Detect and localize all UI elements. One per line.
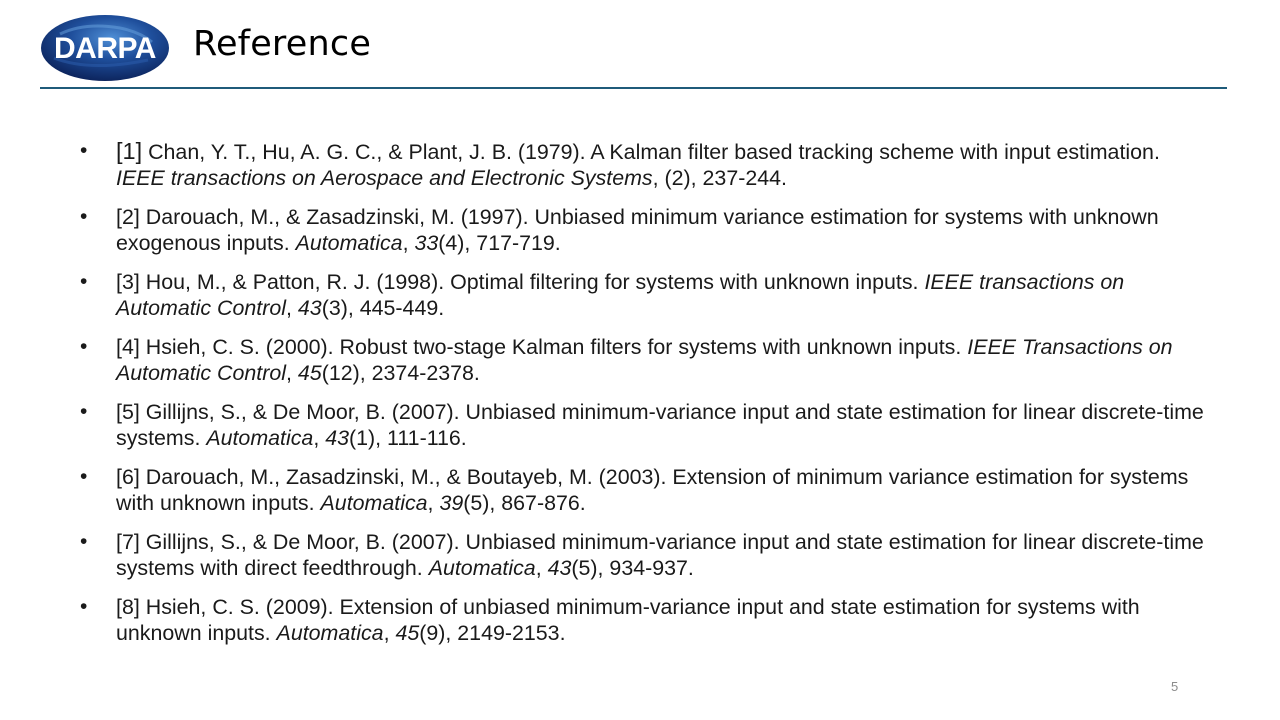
reference-volume: 43: [297, 296, 322, 320]
title-divider: [40, 87, 1227, 89]
reference-item: • [8] Hsieh, C. S. (2009). Extension of unbiased minimum-variance input and state estimation for systems with unknown inputs. Automatica, 45(9), 2149-2153.: [80, 595, 1140, 645]
bullet-icon: •: [80, 270, 88, 293]
reference-journal: IEEE transactions on Automatic Control: [116, 270, 1125, 320]
reference-pages: (12), 2374-2378.: [321, 361, 480, 385]
bullet-icon: •: [80, 530, 88, 553]
darpa-logo: [40, 14, 170, 82]
reference-pages: (3), 445-449.: [321, 296, 445, 320]
reference-number: [6]: [116, 465, 140, 489]
reference-list: [78, 138, 1208, 659]
reference-number: [3]: [116, 270, 140, 294]
reference-authors: Gillijns, S., & De Moor, B. (2007). Unbiased minimum-variance input and state estimation for linear discrete-time systems.: [116, 400, 1204, 450]
reference-volume: 45: [297, 361, 322, 385]
reference-journal: Automatica: [206, 426, 314, 450]
bullet-icon: •: [80, 335, 88, 358]
reference-authors: Hou, M., & Patton, R. J. (1998). Optimal filtering for systems with unknown inputs.: [139, 270, 925, 294]
reference-journal: Automatica: [428, 556, 536, 580]
reference-number: [2]: [116, 205, 140, 229]
reference-journal: Automatica: [320, 491, 428, 515]
reference-pages: (4), 717-719.: [438, 231, 561, 255]
reference-journal: IEEE transactions on Aerospace and Electronic Systems: [116, 166, 653, 190]
page-title: Reference: [193, 24, 372, 64]
reference-journal: IEEE Transactions on Automatic Control: [116, 335, 1173, 385]
reference-authors: Gillijns, S., & De Moor, B. (2007). Unbiased minimum-variance input and state estimation for linear discrete-time systems with direct feedthrough.: [116, 530, 1204, 580]
reference-item: • [3] Hou, M., & Patton, R. J. (1998). Optimal filtering for systems with unknown inputs. IEEE transactions on Automatic Control, 43(3), 445-449.: [80, 270, 1125, 320]
bullet-icon: •: [80, 205, 88, 228]
reference-authors: Darouach, M., & Zasadzinski, M. (1997). Unbiased minimum variance estimation for systems with unknown exogenous inputs.: [116, 205, 1159, 255]
bullet-icon: •: [80, 595, 88, 618]
reference-pages: (5), 867-876.: [463, 491, 586, 515]
bullet-icon: •: [80, 139, 88, 162]
reference-number: [4]: [116, 335, 140, 359]
reference-journal: Automatica: [276, 621, 384, 645]
reference-volume: 43: [325, 426, 350, 450]
bullet-icon: •: [80, 400, 88, 423]
reference-volume: 45: [395, 621, 420, 645]
reference-authors: Hsieh, C. S. (2009). Extension of unbiased minimum-variance input and state estimation for systems with unknown inputs.: [116, 595, 1140, 645]
reference-journal: Automatica: [295, 231, 403, 255]
reference-pages: (1), 111-116.: [349, 426, 467, 450]
reference-number: [8]: [116, 595, 140, 619]
bullet-icon: •: [80, 465, 88, 488]
reference-pages: (5), 934-937.: [571, 556, 694, 580]
reference-item: [78, 138, 1208, 191]
reference-item: • [2] Darouach, M., & Zasadzinski, M. (1997). Unbiased minimum variance estimation for systems with unknown exogenous inputs. Automatica, 33(4), 717-719.: [80, 205, 1159, 255]
page-number: 5: [1171, 679, 1179, 694]
reference-authors: Hsieh, C. S. (2000). Robust two-stage Kalman filters for systems with unknown inputs.: [139, 335, 968, 359]
reference-item: • [4] Hsieh, C. S. (2000). Robust two-stage Kalman filters for systems with unknown inputs. IEEE Transactions on Automatic Control, 45(12), 2374-2378.: [80, 335, 1173, 385]
reference-number: [7]: [116, 530, 140, 554]
reference-pages: , (2), 237-244.: [652, 166, 787, 190]
reference-volume: 43: [547, 556, 572, 580]
logo-text: DARPA: [54, 32, 156, 65]
reference-pages: (9), 2149-2153.: [419, 621, 566, 645]
reference-authors: Chan, Y. T., Hu, A. G. C., & Plant, J. B. (1979). A Kalman filter based tracking scheme with input estimation.: [142, 140, 1160, 164]
reference-item: • [5] Gillijns, S., & De Moor, B. (2007). Unbiased minimum-variance input and state estimation for linear discrete-time systems. Automatica, 43(1), 111-116.: [80, 400, 1204, 450]
reference-authors: Darouach, M., Zasadzinski, M., & Boutayeb, M. (2003). Extension of minimum variance estimation for systems with unknown inputs.: [116, 465, 1189, 515]
reference-volume: 33: [414, 231, 439, 255]
reference-number: [1]: [116, 138, 143, 164]
reference-item: • [7] Gillijns, S., & De Moor, B. (2007). Unbiased minimum-variance input and state estimation for linear discrete-time systems with direct feedthrough. Automatica, 43(5), 934-937.: [80, 530, 1204, 580]
reference-item: • [6] Darouach, M., Zasadzinski, M., & Boutayeb, M. (2003). Extension of minimum variance estimation for systems with unknown inputs. Automatica, 39(5), 867-876.: [80, 465, 1189, 515]
reference-number: [5]: [116, 400, 140, 424]
reference-volume: 39: [439, 491, 464, 515]
